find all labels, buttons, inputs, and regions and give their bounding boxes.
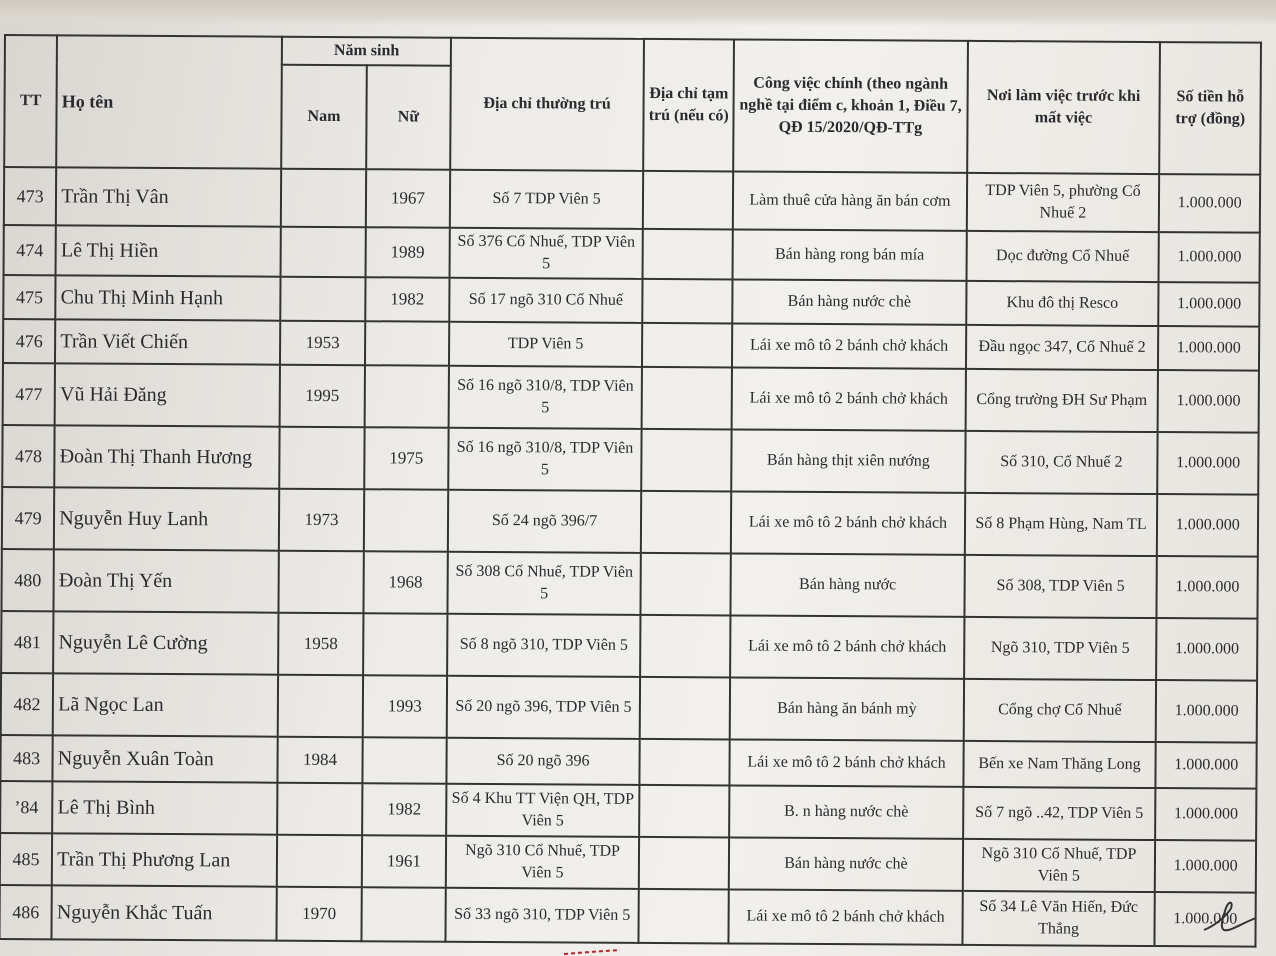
header-female: Nữ <box>366 65 451 170</box>
header-temporary-address: Địa chỉ tạm trú (nếu có) <box>643 39 734 172</box>
birth-year-male-cell: 1973 <box>279 489 364 552</box>
person-name-cell: Trần Viết Chiến <box>55 319 280 364</box>
row-number-cell: 475 <box>3 275 56 319</box>
birth-year-female-cell: 1982 <box>365 277 450 322</box>
table-row <box>2 487 1258 557</box>
previous-workplace-cell: Ngõ 310, TDP Viên 5 <box>964 617 1157 680</box>
birth-year-male-cell <box>277 835 362 888</box>
table-row <box>3 275 1259 327</box>
header-permanent-address: Địa chỉ thường trú <box>450 38 644 171</box>
birth-year-female-cell <box>364 365 449 428</box>
person-name-cell: Lê Thị Hiền <box>56 225 281 276</box>
main-job-cell: B. n hàng nước chè <box>730 785 963 838</box>
temporary-address-cell <box>640 677 731 740</box>
birth-year-female-cell: 1961 <box>361 835 446 888</box>
previous-workplace-cell: Số 308, TDP Viên 5 <box>964 555 1157 618</box>
header-male: Nam <box>281 65 366 170</box>
birth-year-female-cell <box>361 887 446 942</box>
person-name-cell: Đoàn Thị Thanh Hương <box>54 425 279 488</box>
table-row <box>0 781 1256 841</box>
header-main-job: Công việc chính (theo ngành nghề tại điểm c, khoản 1, Điều 7, QĐ 15/2020/QĐ-TTg <box>734 39 968 172</box>
person-name-cell: Nguyễn Xuân Toàn <box>53 735 278 782</box>
table-row <box>2 425 1258 495</box>
permanent-address-cell: Số 8 ngõ 310, TDP Viên 5 <box>447 614 640 677</box>
birth-year-female-cell: 1993 <box>362 675 447 738</box>
table-row <box>3 319 1259 371</box>
person-name-cell: Lê Thị Bình <box>52 781 277 834</box>
main-job-cell: Lái xe mô tô 2 bánh chở khách <box>732 323 965 368</box>
page-edge-shadow <box>0 0 1276 26</box>
birth-year-male-cell <box>278 675 363 738</box>
row-number-cell: 483 <box>0 735 53 781</box>
birth-year-male-cell: 1984 <box>278 737 363 784</box>
main-job-cell: Bán hàng rong bán mía <box>733 229 966 280</box>
birth-year-female-cell: 1989 <box>365 227 450 278</box>
temporary-address-cell <box>639 739 730 786</box>
previous-workplace-cell: Ngõ 310 Cổ Nhuế, TDP Viên 5 <box>962 839 1155 892</box>
temporary-address-cell <box>639 837 730 890</box>
previous-workplace-cell: Bến xe Nam Thăng Long <box>963 741 1156 788</box>
table-row <box>3 363 1259 433</box>
temporary-address-cell <box>643 229 734 280</box>
previous-workplace-cell: Số 310, Cổ Nhuế 2 <box>965 431 1158 494</box>
table-row <box>0 833 1256 893</box>
red-ink-mark <box>560 946 640 956</box>
main-job-cell: Bán hàng ăn bánh mỳ <box>730 677 963 740</box>
person-name-cell: Vũ Hải Đăng <box>55 363 280 426</box>
support-amount-cell: 1.000.000 <box>1158 326 1259 371</box>
temporary-address-cell <box>642 323 733 368</box>
previous-workplace-cell: Dọc đường Cổ Nhuế <box>966 231 1159 282</box>
person-name-cell: Trần Thị Vân <box>56 167 281 226</box>
table-row <box>1 549 1257 619</box>
temporary-address-cell <box>640 553 731 616</box>
table-row <box>4 167 1260 233</box>
temporary-address-cell <box>641 491 732 554</box>
permanent-address-cell: Số 7 TDP Viên 5 <box>450 170 643 229</box>
row-number-cell: 486 <box>0 885 52 939</box>
birth-year-male-cell <box>277 783 362 836</box>
birth-year-female-cell: 1975 <box>364 427 449 490</box>
temporary-address-cell <box>642 367 733 430</box>
row-number-cell: 473 <box>4 167 57 225</box>
person-name-cell: Lã Ngọc Lan <box>53 673 278 736</box>
birth-year-male-cell <box>281 169 366 228</box>
table-row <box>1 611 1257 681</box>
permanent-address-cell: Số 16 ngõ 310/8, TDP Viên 5 <box>448 428 641 491</box>
support-amount-cell: 1.000.000 <box>1159 282 1260 327</box>
support-amount-cell: 1.000.000 <box>1157 494 1258 557</box>
permanent-address-cell: Số 24 ngõ 396/7 <box>448 490 641 553</box>
birth-year-female-cell: 1982 <box>362 783 447 836</box>
temporary-address-cell <box>640 615 731 678</box>
temporary-address-cell <box>638 889 729 944</box>
person-name-cell: Nguyễn Lê Cường <box>53 611 278 674</box>
row-number-cell: 485 <box>0 833 52 885</box>
birth-year-female-cell <box>362 737 447 784</box>
support-amount-cell: 1.000.000 <box>1156 788 1257 841</box>
main-job-cell: Bán hàng nước chè <box>729 837 962 890</box>
permanent-address-cell: Số 4 Khu TT Viện QH, TDP Viên 5 <box>446 784 639 837</box>
header-amount: Số tiền hỗ trợ (đồng) <box>1160 42 1261 175</box>
permanent-address-cell: Số 16 ngõ 310/8, TDP Viên 5 <box>449 366 642 429</box>
birth-year-male-cell <box>280 427 365 490</box>
support-amount-cell: 1.000.000 <box>1159 232 1260 283</box>
birth-year-male-cell: 1970 <box>277 887 362 942</box>
row-number-cell: ’84 <box>0 781 53 833</box>
support-amount-cell: 1.000.000 <box>1155 892 1256 947</box>
main-job-cell: Bán hàng nước <box>731 553 964 616</box>
birth-year-male-cell: 1995 <box>280 365 365 428</box>
main-job-cell: Lái xe mô tô 2 bánh chở khách <box>732 367 965 430</box>
birth-year-male-cell <box>279 551 364 614</box>
birth-year-female-cell: 1967 <box>366 169 451 228</box>
person-name-cell: Chu Thị Minh Hạnh <box>55 275 280 320</box>
main-job-cell: Lái xe mô tô 2 bánh chở khách <box>729 889 962 944</box>
permanent-address-cell: Ngõ 310 Cổ Nhuế, TDP Viên 5 <box>446 836 639 889</box>
permanent-address-cell: Số 20 ngõ 396, TDP Viên 5 <box>447 676 640 739</box>
birth-year-male-cell: 1958 <box>278 613 363 676</box>
main-job-cell: Bán hàng thịt xiên nướng <box>732 429 965 492</box>
main-job-cell: Lái xe mô tô 2 bánh chở khách <box>731 615 964 678</box>
birth-year-female-cell <box>365 321 450 366</box>
row-number-cell: 476 <box>3 319 56 363</box>
birth-year-female-cell: 1968 <box>363 551 448 614</box>
main-job-cell: Làm thuê cửa hàng ăn bán cơm <box>733 171 966 230</box>
table-row <box>0 735 1256 789</box>
previous-workplace-cell: Khu đô thị Resco <box>966 281 1159 326</box>
birth-year-male-cell <box>281 227 366 278</box>
temporary-address-cell <box>639 785 730 838</box>
main-job-cell: Lái xe mô tô 2 bánh chở khách <box>731 491 964 554</box>
table-body <box>0 167 1260 947</box>
previous-workplace-cell: Cổng trường ĐH Sư Phạm <box>965 369 1158 432</box>
row-number-cell: 477 <box>3 363 56 425</box>
support-amount-cell: 1.000.000 <box>1158 370 1259 433</box>
row-number-cell: 481 <box>1 611 54 673</box>
previous-workplace-cell: Số 7 ngõ ..42, TDP Viên 5 <box>963 787 1156 840</box>
temporary-address-cell <box>641 429 732 492</box>
temporary-address-cell <box>642 279 733 324</box>
row-number-cell: 474 <box>4 225 57 275</box>
birth-year-male-cell: 1953 <box>280 321 365 366</box>
previous-workplace-cell: Đầu ngọc 347, Cổ Nhuế 2 <box>966 325 1159 370</box>
support-amount-cell: 1.000.000 <box>1158 432 1259 495</box>
row-number-cell: 479 <box>2 487 55 549</box>
support-amount-cell: 1.000.000 <box>1157 618 1258 681</box>
birth-year-male-cell <box>281 277 366 322</box>
permanent-address-cell: Số 376 Cổ Nhuế, TDP Viên 5 <box>450 228 643 279</box>
temporary-address-cell <box>643 171 734 230</box>
birth-year-female-cell <box>363 613 448 676</box>
support-list-table <box>0 34 1262 948</box>
header-tt: TT <box>4 35 57 167</box>
permanent-address-cell: Số 17 ngõ 310 Cổ Nhuế <box>449 278 642 323</box>
previous-workplace-cell: Số 34 Lê Văn Hiến, Đức Thắng <box>962 891 1155 946</box>
support-amount-cell: 1.000.000 <box>1159 174 1260 233</box>
support-amount-cell: 1.000.000 <box>1156 680 1257 743</box>
previous-workplace-cell: Cổng chợ Cổ Nhuế <box>963 679 1156 742</box>
header-name: Họ tên <box>56 35 282 168</box>
support-amount-cell: 1.000.000 <box>1157 556 1258 619</box>
previous-workplace-cell: TDP Viên 5, phường Cổ Nhuế 2 <box>966 173 1159 232</box>
permanent-address-cell: Số 308 Cổ Nhuế, TDP Viên 5 <box>448 552 641 615</box>
previous-workplace-cell: Số 8 Phạm Hùng, Nam TL <box>964 493 1157 556</box>
birth-year-female-cell <box>364 489 449 552</box>
person-name-cell: Đoàn Thị Yến <box>54 549 279 612</box>
support-amount-cell: 1.000.000 <box>1155 840 1256 893</box>
table-row <box>0 885 1256 947</box>
table-row <box>4 225 1260 283</box>
header-birth-year: Năm sinh <box>282 37 451 66</box>
header-workplace: Nơi làm việc trước khi mất việc <box>967 41 1161 174</box>
main-job-cell: Lái xe mô tô 2 bánh chở khách <box>730 739 963 786</box>
signature-mark <box>1200 888 1260 938</box>
permanent-address-cell: TDP Viên 5 <box>449 322 642 367</box>
row-number-cell: 478 <box>2 425 55 487</box>
permanent-address-cell: Số 20 ngõ 396 <box>447 738 640 785</box>
row-number-cell: 480 <box>1 549 54 611</box>
permanent-address-cell: Số 33 ngõ 310, TDP Viên 5 <box>446 888 639 943</box>
person-name-cell: Nguyễn Khắc Tuấn <box>52 885 277 940</box>
table-row <box>1 673 1257 743</box>
row-number-cell: 482 <box>1 673 54 735</box>
person-name-cell: Nguyễn Huy Lanh <box>54 487 279 550</box>
person-name-cell: Trần Thị Phương Lan <box>52 833 277 886</box>
table-header <box>4 35 1261 175</box>
support-amount-cell: 1.000.000 <box>1156 742 1257 789</box>
main-job-cell: Bán hàng nước chè <box>733 279 966 324</box>
